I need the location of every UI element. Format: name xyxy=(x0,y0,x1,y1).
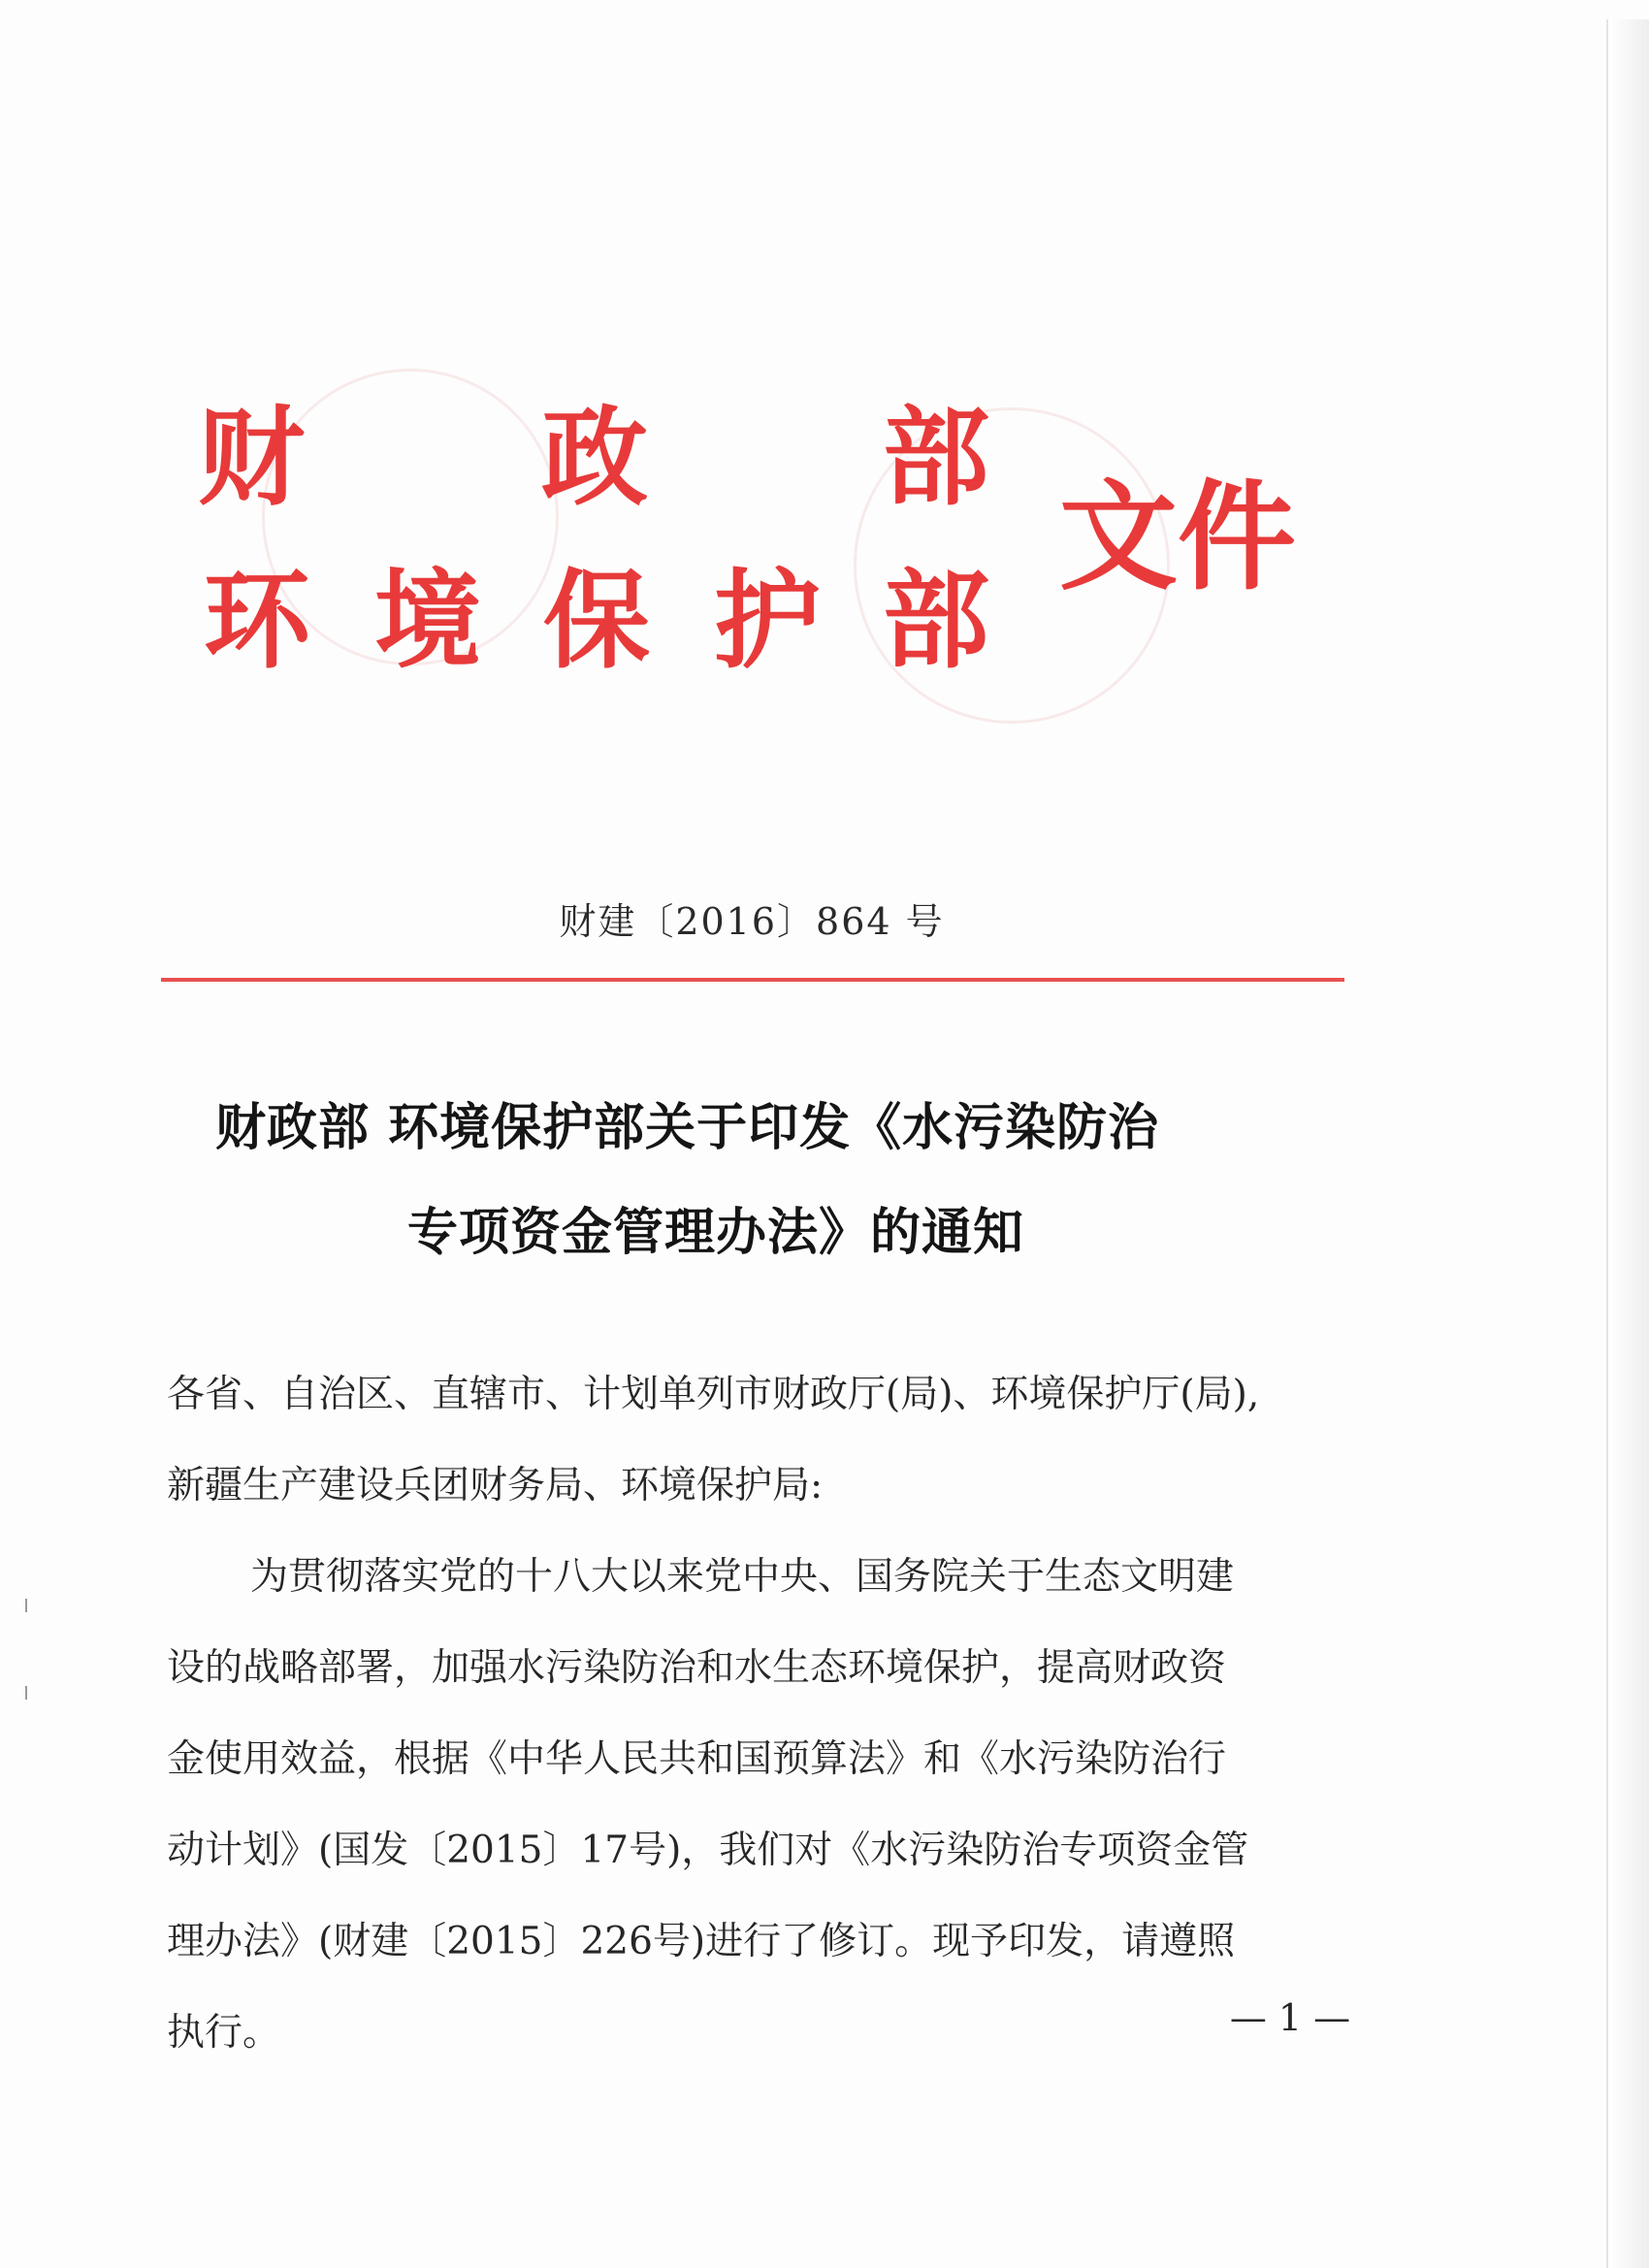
body-paragraph-line: 设的战略部署，加强水污染防治和水生态环境保护，提高财政资 xyxy=(167,1646,1227,1690)
issuer-char: 部 xyxy=(883,395,989,520)
issuer-char: 部 xyxy=(883,558,989,683)
addressee-line-1: 各省、自治区、直辖市、计划单列市财政厅(局)、环境保护厅(局), xyxy=(167,1373,1260,1416)
issuer-char: 政 xyxy=(541,395,648,520)
body-paragraph-line: 执行。 xyxy=(167,2011,281,2055)
body-paragraph-line: 金使用效益，根据《中华人民共和国预算法》和《水污染防治行 xyxy=(167,1737,1227,1781)
body-paragraph-line: 为贯彻落实党的十八大以来党中央、国务院关于生态文明建 xyxy=(250,1555,1235,1599)
scan-edge-shadow xyxy=(1608,19,1649,2268)
document-label: 文件 xyxy=(1059,467,1296,606)
issuer-char: 境 xyxy=(374,558,481,683)
issuer-char: 保 xyxy=(543,558,650,683)
body-paragraph-line: 动计划》(国发〔2015〕17号)，我们对《水污染防治专项资金管 xyxy=(167,1829,1249,1872)
staple-mark xyxy=(25,1686,33,1700)
notice-title-line-2: 专项资金管理办法》的通知 xyxy=(407,1204,1025,1262)
issuer-char: 护 xyxy=(714,558,821,683)
issuer-char: 环 xyxy=(204,558,310,683)
issuer-char: 财 xyxy=(198,395,305,520)
red-separator-rule xyxy=(161,978,1344,982)
body-paragraph-line: 理办法》(财建〔2015〕226号)进行了修订。现予印发，请遵照 xyxy=(167,1920,1236,1963)
addressee-line-2: 新疆生产建设兵团财务局、环境保护局: xyxy=(167,1464,824,1507)
notice-title-line-1: 财政部 环境保护部关于印发《水污染防治 xyxy=(215,1099,1160,1157)
staple-mark xyxy=(25,1599,33,1612)
scan-edge-line xyxy=(1606,19,1608,2268)
document-number: 财建〔2016〕864 号 xyxy=(559,900,945,943)
page-number: — 1 — xyxy=(1229,1996,1351,2039)
